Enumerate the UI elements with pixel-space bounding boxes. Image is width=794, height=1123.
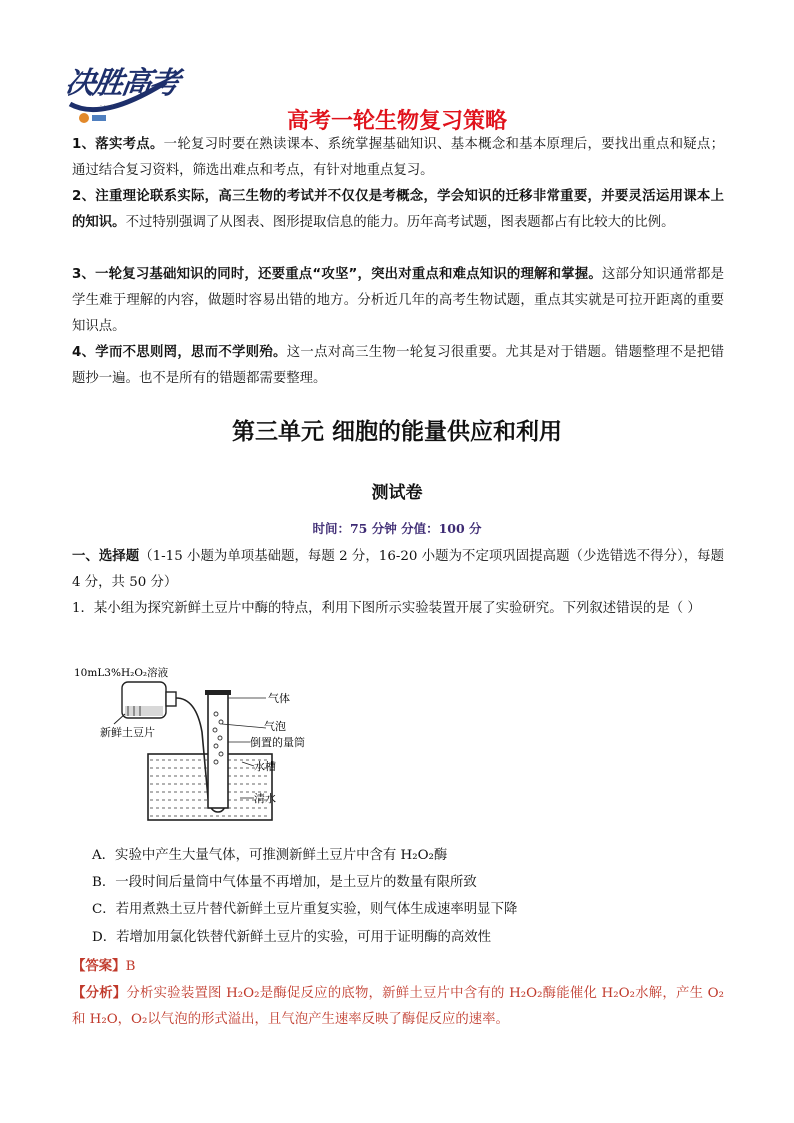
svg-text:· · · ·: · · · ·: [100, 103, 114, 110]
strategy-1: [72, 132, 724, 184]
answer-line: [72, 955, 135, 974]
potato-slices: [125, 706, 163, 716]
unit-title: 第三单元 细胞的能量供应和利用: [231, 419, 562, 445]
strategy-3-bold: 3、一轮复习基础知识的同时，还要重点“攻坚”，突出对重点和难点知识的理解和掌握。: [72, 267, 602, 282]
time-score-line: 时间：75 分钟 分值：100 分: [312, 521, 482, 536]
answer-label: 【答案】: [72, 958, 126, 974]
option-d: D．若增加用氯化铁替代新鲜土豆片的实验，可用于证明酶的高效性: [92, 930, 492, 945]
diagram-label-cylinder: 倒置的量筒: [250, 736, 305, 749]
test-title: 测试卷: [371, 483, 423, 503]
diagram-label-tank: 水槽: [254, 760, 276, 773]
logo-text: 决胜高考: [63, 66, 180, 101]
analysis-text: 分析实验装置图 H₂O₂是酶促反应的底物，新鲜土豆片中含有的 H₂O₂酶能催化 H₂O₂水解，产生 O₂ 和 H₂O，O₂以气泡的形式溢出，且气泡产生速率反映了酶促反应的速率。: [72, 986, 725, 1027]
question-1: 1．某小组为探究新鲜土豆片中酶的特点，利用下图所示实验装置开展了实验研究。下列叙述错误的是（ ）: [72, 601, 701, 616]
option-c: C．若用煮熟土豆片替代新鲜土豆片重复实验，则气体生成速率明显下降: [92, 902, 518, 917]
page-title: 高考一轮生物复习策略: [286, 109, 507, 134]
diagram-label-gas: 气体: [268, 692, 290, 705]
diagram-label-potato: 新鲜土豆片: [100, 726, 155, 739]
inverted-cylinder: [208, 692, 228, 808]
answer-value: B: [125, 959, 136, 974]
diagram-label-water: 清水: [254, 792, 276, 805]
strategy-3: [72, 262, 724, 340]
strategy-4-text: 这一点对高三生物一轮复习很重要。尤其是对于错题。错题整理不是把错题抄一遍。也不是所有的错题都需要整理。: [72, 345, 724, 386]
potato-leader: [114, 714, 125, 724]
strategy-2: [72, 184, 724, 236]
experiment-diagram: [70, 662, 310, 832]
diagram-label-solution: 10mL3%H₂O₂溶液: [74, 667, 169, 679]
analysis-label: 【分析】: [72, 985, 127, 1001]
flask-neck: [166, 692, 176, 706]
strategy-2-bold: 2、注重理论联系实际，高三生物的考试并不仅仅是考概念，学会知识的迁移非常重要，并要灵活运用课本上的知识。: [72, 189, 724, 230]
strategy-1-bold: 1、落实考点。: [72, 137, 164, 152]
strategy-4-bold: 4、学而不思则罔，思而不学则殆。: [72, 345, 287, 360]
section-heading: [72, 544, 724, 596]
option-a: A．实验中产生大量气体，可推测新鲜土豆片中含有 H₂O₂酶: [92, 848, 448, 863]
strategy-2-text: 不过特别强调了从图表、图形提取信息的能力。历年高考试题，图表题都占有比较大的比例。: [125, 215, 675, 230]
cylinder-base: [205, 690, 231, 695]
option-b: B．一段时间后量筒中气体量不再增加，是土豆片的数量有限所致: [92, 875, 477, 890]
diagram-label-bubble: 气泡: [264, 720, 286, 733]
section-text: （1-15 小题为单项基础题，每题 2 分，16-20 小题为不定项巩固提高题（少选错选不得分），每题 4 分，共 50 分）: [72, 549, 725, 590]
section-bold: 一、选择题: [72, 549, 140, 564]
strategy-4: [72, 340, 724, 392]
strategy-3-text: 这部分知识通常都是学生难于理解的内容，做题时容易出错的地方。分析近几年的高考生物试题，重点其实就是可拉开距离的重要知识点。: [72, 267, 725, 334]
analysis: [72, 980, 724, 1033]
strategy-1-text: 一轮复习时要在熟读课本、系统掌握基础知识、基本概念和基本原理后，要找出重点和疑点；通过结合复习资料，筛选出难点和考点，有针对地重点复习。: [72, 137, 724, 178]
